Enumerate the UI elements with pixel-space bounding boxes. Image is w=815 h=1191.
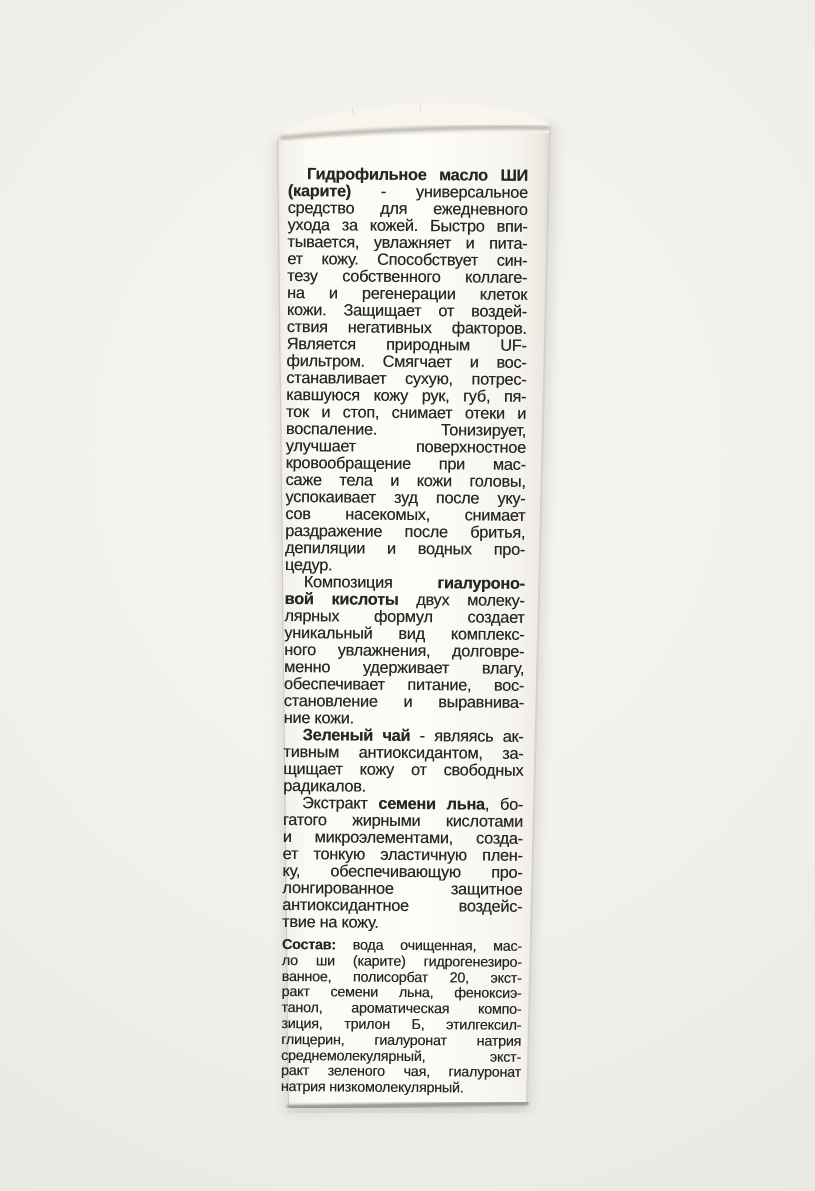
paragraph-flax-seed [282, 795, 523, 933]
text-line [282, 914, 522, 933]
text-segment: твие на кожу. [281, 912, 379, 932]
text-segment: вода очищенная, мас- [335, 937, 522, 955]
box-bottom-shadow [292, 1108, 524, 1112]
paragraph-green-tea [283, 727, 524, 797]
text-segment: ток и стоп, снимает отеки и [285, 402, 527, 423]
bold-text-segment: Гидрофильное масло ШИ [306, 165, 529, 185]
text-segment: кожи. Защищает от воздей- [286, 300, 527, 321]
text-segment: гатого жирными кислотами [282, 810, 523, 831]
text-segment: лярных формул создает [284, 606, 525, 627]
text-segment: уникальный вид комплекс- [284, 623, 525, 644]
box-text-panel [281, 166, 528, 1098]
text-segment: цедур. [284, 555, 333, 575]
bold-text-segment: вой кислоты [284, 589, 399, 609]
text-segment: щищает кожу от свободных [283, 759, 524, 780]
text-segment: становление и выравнива- [283, 691, 524, 712]
text-segment: радикалов. [283, 776, 366, 796]
text-segment: воспаление. Тонизирует, [285, 419, 526, 440]
text-segment: глицерин, гиалуронат натрия [281, 1031, 522, 1050]
text-segment: ракт зеленого чая, гиалуронат [280, 1063, 521, 1082]
text-segment: ку, обеспечивающую про- [282, 861, 523, 882]
text-segment: ракт семени льна, феноксиэ- [281, 984, 522, 1003]
text-segment: обеспечивает питание, вос- [283, 674, 524, 695]
text-segment: зиция, трилон Б, этилгексил- [281, 1015, 522, 1034]
text-segment: ного увлажнения, долговре- [284, 640, 525, 661]
text-segment: кавшуюся кожу рук, губ, пя- [286, 385, 527, 406]
text-segment: антиоксидантное воздейс- [282, 895, 523, 916]
text-segment: танол, ароматическая компо- [281, 1000, 522, 1019]
paragraph-hyaluronic-acid [284, 574, 525, 729]
text-segment: ухода за кожей. Быстро впи- [287, 215, 528, 236]
text-segment: улучшает поверхностное [285, 436, 526, 457]
bold-text-segment: Состав: [281, 936, 336, 954]
text-segment: ствия негативных факторов. [286, 317, 527, 338]
bold-text-segment: Зеленый чай [302, 726, 411, 745]
text-segment: ние кожи. [283, 708, 354, 728]
bold-text-segment: (карите) [287, 181, 351, 201]
text-segment: раздражение после бритья, [285, 521, 526, 542]
text-segment: - являясь ак- [410, 726, 524, 746]
text-segment: Является природным UF- [286, 334, 527, 355]
text-segment: ет кожу. Способствует син- [287, 249, 528, 270]
text-line [281, 1080, 521, 1098]
text-segment: менно удерживает влагу, [283, 657, 525, 678]
text-segment: двух молеку- [398, 590, 525, 610]
text-segment: сов насекомых, снимает [285, 504, 526, 525]
text-segment: , бо- [484, 795, 524, 814]
text-segment: саже тела и кожи головы, [285, 470, 526, 491]
bold-text-segment: гиалуроно- [437, 574, 525, 593]
text-segment: средство для ежедневного [287, 198, 528, 219]
text-segment: Экстракт [301, 794, 379, 813]
text-segment: Композиция [303, 573, 438, 593]
text-segment: на и регенерации клеток [286, 283, 528, 304]
text-segment: натрия низкомолекулярный. [280, 1079, 464, 1097]
text-segment: ло ши (карите) гидрогенезиро- [281, 952, 522, 971]
text-segment: депиляции и водных про- [284, 538, 526, 559]
text-segment: фильтром. Смягчает и вос- [286, 351, 527, 372]
text-segment: среднемолекулярный, экст- [280, 1047, 522, 1066]
text-segment: ет тонкую эластичную плен- [282, 844, 523, 865]
text-segment: кровообращение при мас- [285, 453, 526, 474]
text-segment: тезу собственного коллаге- [287, 266, 528, 287]
bold-text-segment: семени льна [378, 794, 485, 814]
text-segment: тивным антиоксидантом, за- [283, 742, 524, 763]
text-segment: и микроэлементами, созда- [282, 827, 523, 848]
text-segment: станавливает сухую, потрес- [286, 368, 527, 389]
text-segment: успокаивает зуд после уку- [285, 487, 526, 508]
paragraph-ingredients [281, 938, 522, 1098]
paragraph-description [285, 166, 528, 576]
text-segment: - универсальное [350, 182, 528, 202]
text-segment: тывается, увлажняет и пита- [287, 232, 528, 253]
text-segment: лонгированное защитное [282, 878, 523, 899]
text-segment: ванное, полисорбат 20, экст- [281, 968, 522, 987]
